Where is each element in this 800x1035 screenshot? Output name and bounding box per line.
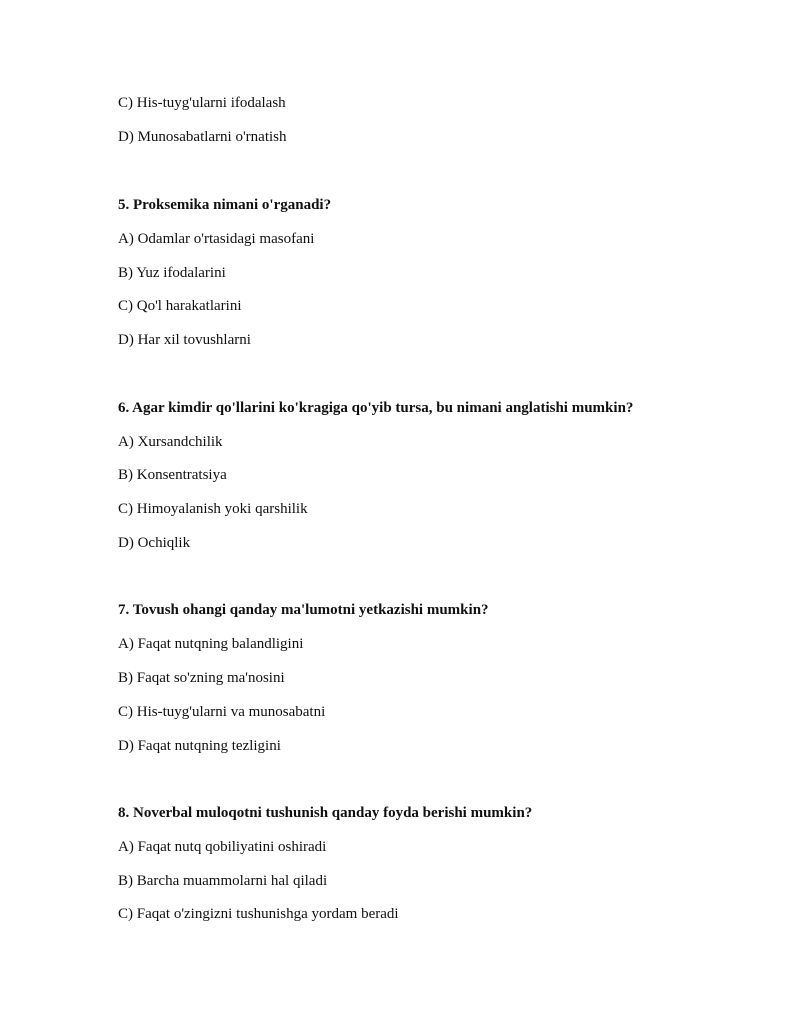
question-title: 8. Noverbal muloqotni tushunish qanday foyda berishi mumkin? <box>118 805 533 821</box>
option-text: C) Himoyalanish yoki qarshilik <box>118 501 308 517</box>
option-text: A) Faqat nutq qobiliyatini oshiradi <box>118 839 327 855</box>
question-title: 5. Proksemika nimani o'rganadi? <box>118 197 332 213</box>
option-text: D) Har xil tovushlarni <box>118 332 251 348</box>
option-text: B) Konsentratsiya <box>118 467 227 483</box>
question-title: 7. Tovush ohangi qanday ma'lumotni yetkazishi mumkin? <box>118 602 489 618</box>
option-text: D) Faqat nutqning tezligini <box>118 738 281 754</box>
option-text: C) Qo'l harakatlarini <box>118 298 242 314</box>
option-text: C) His-tuyg'ularni ifodalash <box>118 95 286 111</box>
question-title: 6. Agar kimdir qo'llarini ko'kragiga qo'yib tursa, bu nimani anglatishi mumkin? <box>118 400 634 416</box>
option-text: B) Yuz ifodalarini <box>118 265 226 281</box>
option-text: C) Faqat o'zingizni tushunishga yordam beradi <box>118 906 399 922</box>
option-text: D) Munosabatlarni o'rnatish <box>118 129 287 145</box>
option-text: B) Faqat so'zning ma'nosini <box>118 670 285 686</box>
option-text: B) Barcha muammolarni hal qiladi <box>118 873 328 889</box>
option-text: A) Odamlar o'rtasidagi masofani <box>118 231 315 247</box>
option-text: A) Xursandchilik <box>118 434 223 450</box>
option-text: A) Faqat nutqning balandligini <box>118 636 304 652</box>
option-text: D) Ochiqlik <box>118 535 191 551</box>
option-text: C) His-tuyg'ularni va munosabatni <box>118 704 326 720</box>
